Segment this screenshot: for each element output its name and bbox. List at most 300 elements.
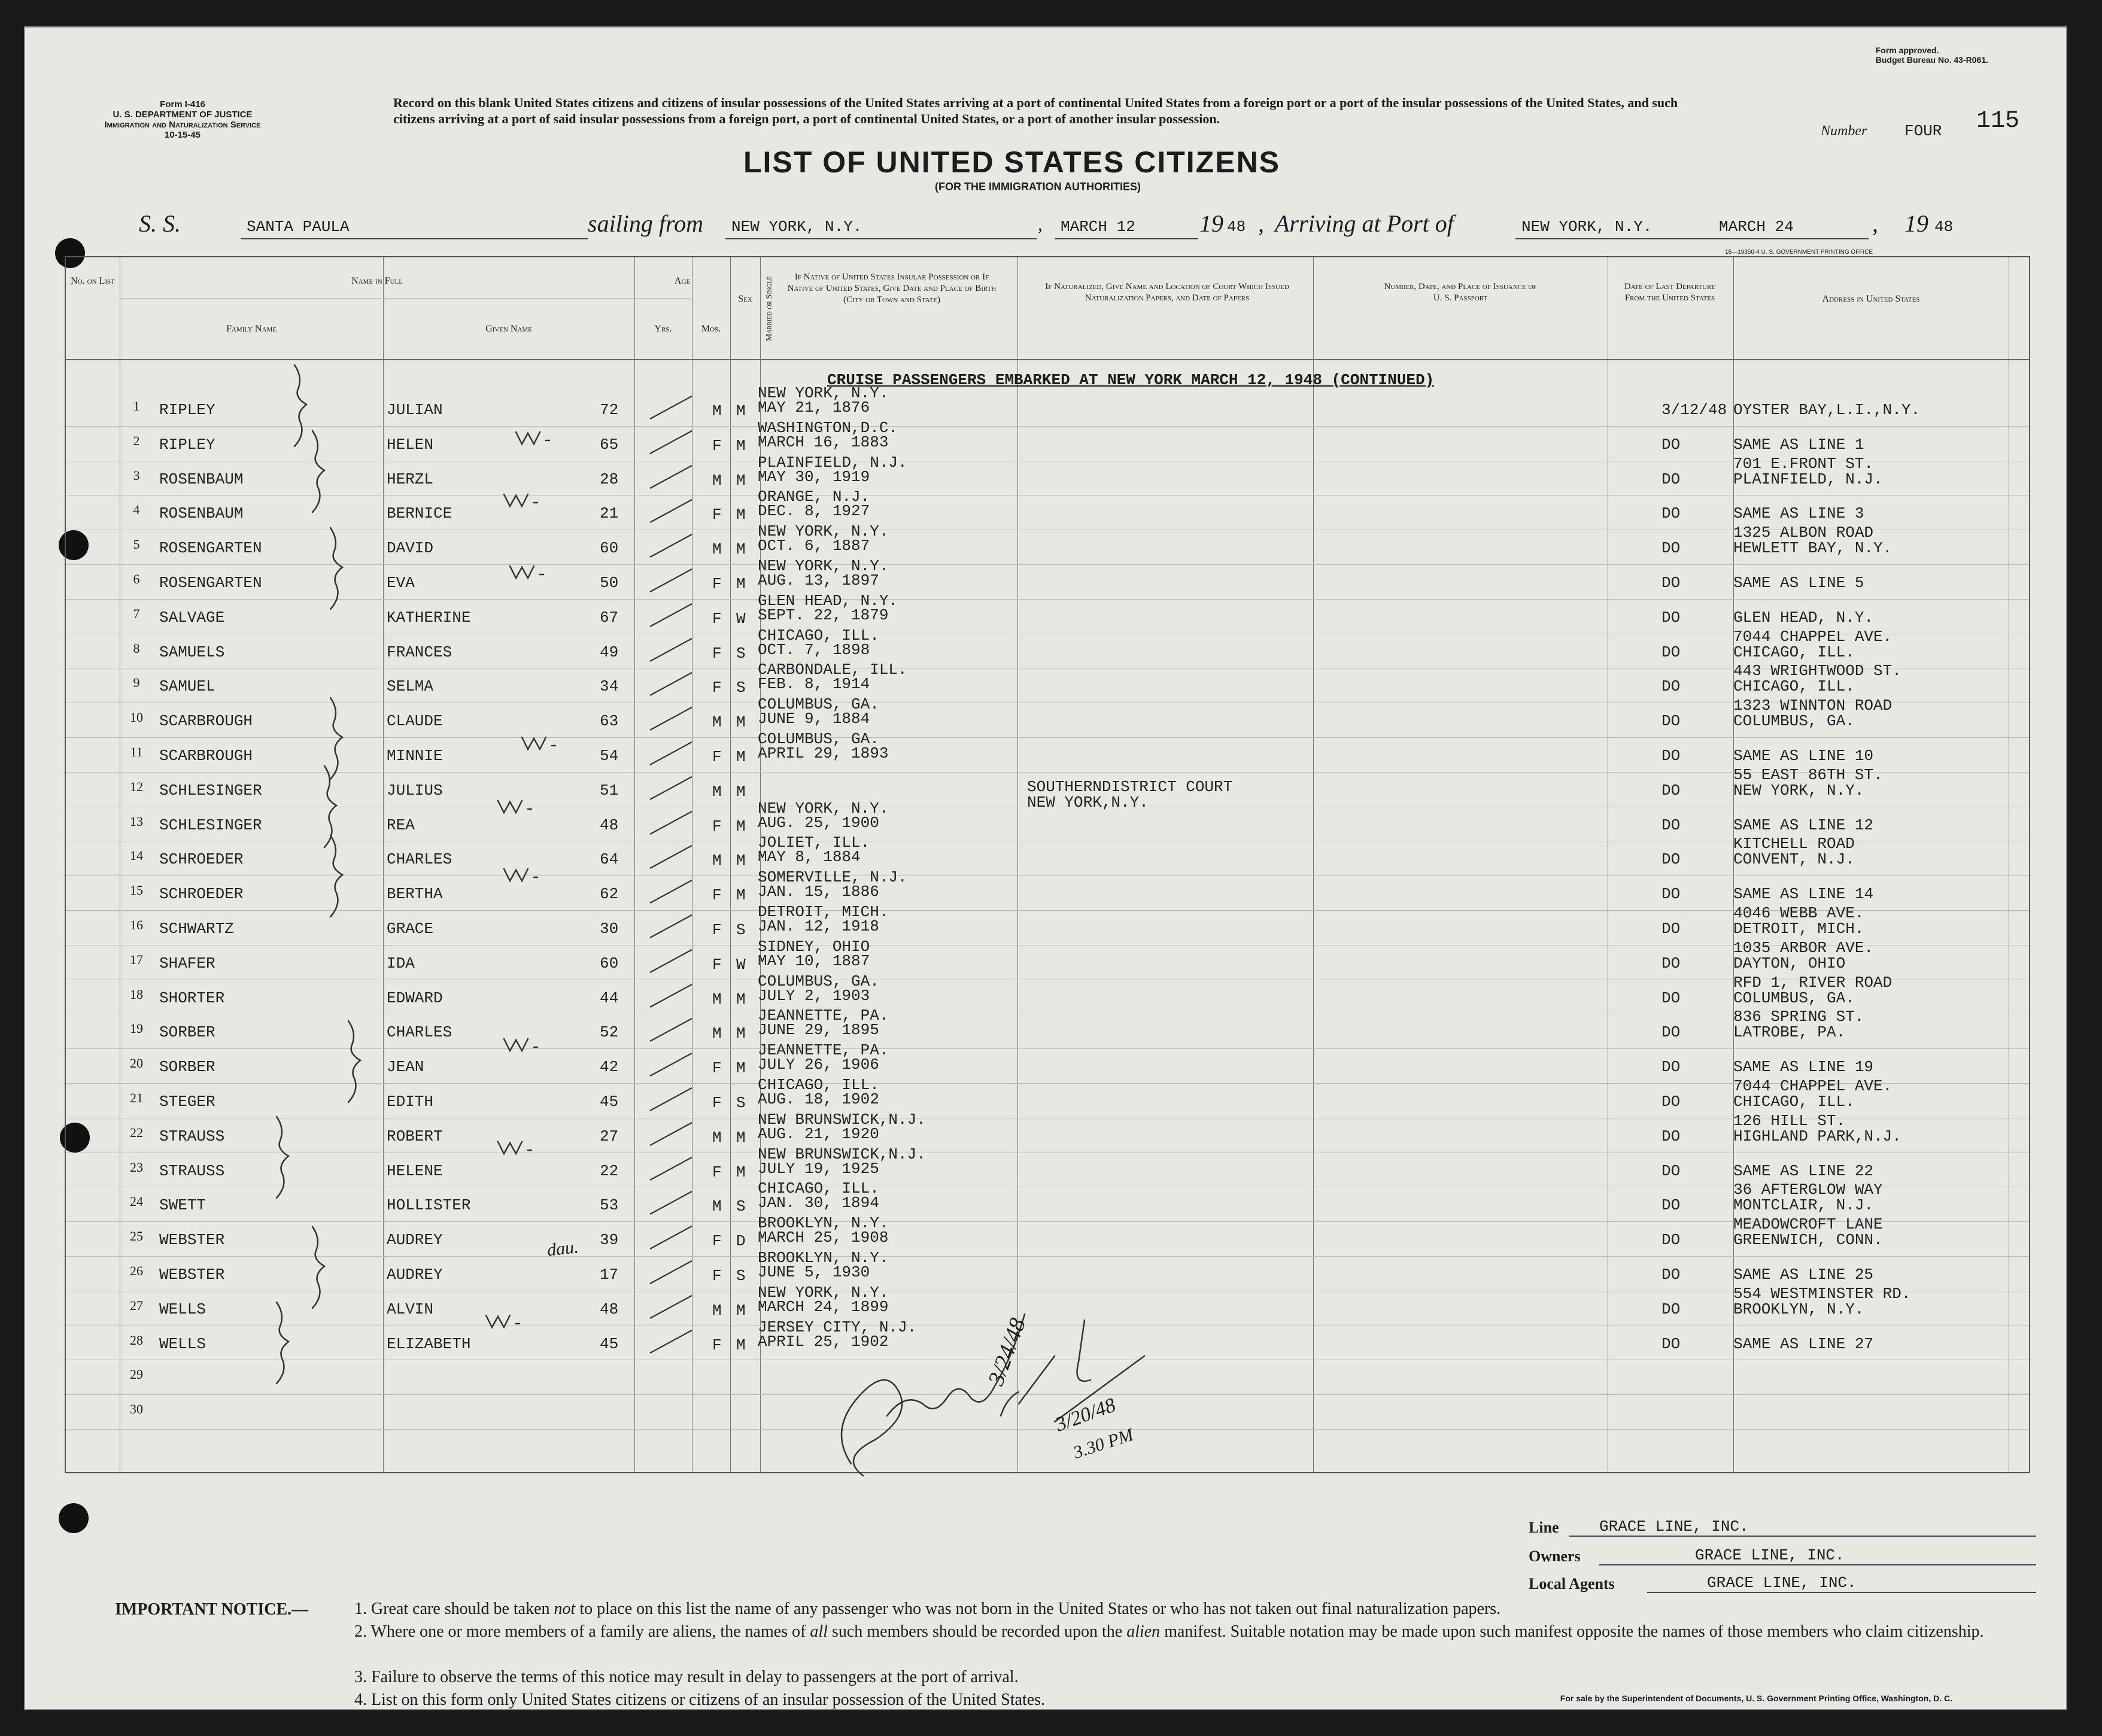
departure-date: DO <box>1661 954 1681 972</box>
row-number: 24 <box>130 1194 143 1209</box>
sex: M <box>712 852 722 870</box>
birth-date: FEB. 8, 1914 <box>758 675 870 694</box>
row-number: 29 <box>130 1367 143 1382</box>
row-number: 25 <box>130 1229 143 1244</box>
row-number: 3 <box>133 467 140 483</box>
address-line-1: SAME AS LINE 27 <box>1733 1334 1874 1353</box>
family-name: WEBSTER <box>159 1231 225 1249</box>
age-years: 42 <box>600 1058 619 1077</box>
age-years: 44 <box>600 989 619 1007</box>
departure-date: DO <box>1661 816 1681 834</box>
handwritten-marks <box>25 28 2066 1709</box>
given-name: JULIAN <box>387 401 443 419</box>
birth-place: JEANNETTE, PA. <box>758 1007 889 1025</box>
row-number: 2 <box>133 433 140 448</box>
row-number: 22 <box>130 1124 143 1140</box>
sex: F <box>712 921 722 939</box>
family-name: WEBSTER <box>159 1266 225 1284</box>
sex: F <box>712 955 722 974</box>
sex: F <box>712 506 722 524</box>
departure-date: DO <box>1661 608 1681 627</box>
address-line-2: DETROIT, MICH. <box>1733 920 1864 938</box>
printer-note: For sale by the Superintendent of Documents, U. S. Government Printing Office, Washington, D. C. <box>1560 1694 1952 1703</box>
departure-port: NEW YORK, N.Y. <box>731 218 862 236</box>
family-name: SCHLESINGER <box>159 816 262 834</box>
family-name: WELLS <box>159 1300 206 1318</box>
row-number: 15 <box>130 883 143 898</box>
family-name: SAMUEL <box>159 677 215 696</box>
birth-date: MAY 21, 1876 <box>758 399 870 416</box>
family-name: SWETT <box>159 1196 206 1215</box>
departure-date: DO <box>1661 677 1681 696</box>
birth-date: JAN. 30, 1894 <box>758 1194 879 1212</box>
birth-date: AUG. 25, 1900 <box>758 813 879 832</box>
gpo-code: 16—19350-4 U. S. GOVERNMENT PRINTING OFFICE <box>1725 249 1873 256</box>
list-number: FOUR <box>1904 122 1942 140</box>
handwritten-time-2: 3.30 PM <box>1071 1424 1136 1463</box>
address-line-1: SAME AS LINE 22 <box>1733 1162 1874 1180</box>
marital-status: M <box>736 782 746 801</box>
address-line-1: SAME AS LINE 5 <box>1733 574 1864 592</box>
family-name: ROSENBAUM <box>159 504 244 523</box>
age-years: 49 <box>600 643 619 661</box>
given-name: REA <box>387 816 415 834</box>
sex: F <box>712 1163 722 1181</box>
address-line-1: GLEN HEAD, N.Y. <box>1733 608 1874 627</box>
page-number: 115 <box>1976 108 2020 135</box>
given-name: AUDREY <box>387 1231 443 1249</box>
age-years: 22 <box>600 1162 619 1180</box>
address-line-2: HEWLETT BAY, N.Y. <box>1733 539 1893 558</box>
given-name: HELENE <box>387 1162 443 1180</box>
owners-label: Owners <box>1529 1547 1581 1565</box>
sex: F <box>712 748 722 766</box>
age-years: 72 <box>600 401 619 419</box>
sex: F <box>712 436 722 455</box>
age-years: 65 <box>600 435 619 454</box>
family-name: ROSENBAUM <box>159 470 244 488</box>
family-name: ROSENGARTEN <box>159 574 262 592</box>
departure-date: DO <box>1661 989 1681 1007</box>
marital-status: S <box>736 1267 746 1285</box>
age-years: 64 <box>600 850 619 869</box>
marital-status: S <box>736 1094 746 1112</box>
departure-date: DO <box>1661 1162 1681 1180</box>
address-line-2: CHICAGO, ILL. <box>1733 643 1855 661</box>
birth-place: NEW YORK, N.Y. <box>758 557 889 575</box>
marital-status: W <box>736 955 746 974</box>
family-name: WELLS <box>159 1334 206 1353</box>
row-number: 14 <box>130 848 143 864</box>
address-line-2: CHICAGO, ILL. <box>1733 1093 1855 1111</box>
age-years: 28 <box>600 470 619 488</box>
handwritten-dau: dau. <box>546 1237 580 1260</box>
arriving-label: Arriving at Port of <box>1275 210 1454 237</box>
address-line-1: 443 WRIGHTWOOD ST. <box>1733 662 1901 680</box>
address-line-1: MEADOWCROFT LANE <box>1733 1215 1883 1234</box>
birth-date: DEC. 8, 1927 <box>758 502 870 521</box>
given-name: BERNICE <box>387 504 452 523</box>
birth-place: NEW YORK, N.Y. <box>758 799 889 817</box>
given-name: ROBERT <box>387 1127 443 1145</box>
address-line-2: COLUMBUS, GA. <box>1733 712 1855 731</box>
notice-title: IMPORTANT NOTICE.— <box>115 1600 309 1619</box>
birth-place: NEW BRUNSWICK,N.J. <box>758 1110 926 1129</box>
sex: M <box>712 1024 722 1043</box>
address-line-2: GREENWICH, CONN. <box>1733 1231 1883 1249</box>
birth-date: JAN. 12, 1918 <box>758 917 879 935</box>
departure-date: DO <box>1661 1058 1681 1077</box>
given-name: JEAN <box>387 1058 424 1077</box>
sex: M <box>712 1128 722 1147</box>
sex: F <box>712 1059 722 1078</box>
marital-status: M <box>736 748 746 766</box>
marital-status: W <box>736 609 746 628</box>
age-years: 27 <box>600 1127 619 1145</box>
approval-line: Form approved. <box>1875 45 1939 55</box>
row-number: 4 <box>133 502 140 518</box>
sex: F <box>712 817 722 835</box>
age-years: 60 <box>600 954 619 972</box>
age-years: 62 <box>600 885 619 904</box>
address-line-2: LATROBE, PA. <box>1733 1023 1846 1042</box>
sailing-date: MARCH 12 <box>1061 218 1135 236</box>
record-notice: Record on this blank United States citizens and citizens of insular possessions of the United States arriving at a port of continental United States from a foreign port or a port of the insular possessions of the United States, and such citizens arriving at a port of said insular possessions from a foreign port, a port of continental United States, or a port of another insular possession. <box>393 95 1678 126</box>
departure-date: DO <box>1661 747 1681 765</box>
row-number: 5 <box>133 537 140 552</box>
row-number: 7 <box>133 606 140 621</box>
given-name: KATHERINE <box>387 608 471 627</box>
departure-date: DO <box>1661 1300 1681 1318</box>
departure-date: DO <box>1661 1093 1681 1111</box>
birth-date: JUNE 5, 1930 <box>758 1263 870 1281</box>
col-age: Age <box>674 276 691 286</box>
page-subtitle: (FOR THE IMMIGRATION AUTHORITIES) <box>935 181 1141 193</box>
birth-date: MARCH 24, 1899 <box>758 1297 889 1316</box>
year-prefix: 19 <box>1199 210 1223 237</box>
row-number: 23 <box>130 1159 143 1175</box>
birth-place: JEANNETTE, PA. <box>758 1041 889 1060</box>
marital-status: S <box>736 921 746 939</box>
age-years: 39 <box>600 1231 619 1249</box>
ship-name: SANTA PAULA <box>247 218 350 236</box>
address-line-1: SAME AS LINE 14 <box>1733 885 1874 904</box>
row-number: 30 <box>130 1401 143 1417</box>
age-years: 17 <box>600 1266 619 1284</box>
departure-date: DO <box>1661 781 1681 799</box>
age-years: 45 <box>600 1334 619 1353</box>
given-name: AUDREY <box>387 1266 443 1284</box>
sex: F <box>712 575 722 593</box>
row-number: 19 <box>130 1021 143 1036</box>
birth-place: NEW BRUNSWICK,N.J. <box>758 1145 926 1163</box>
address-line-2: CONVENT, N.J. <box>1733 850 1855 869</box>
birth-place: COLUMBUS, GA. <box>758 730 879 748</box>
address-line-2: PLAINFIELD, N.J. <box>1733 470 1883 488</box>
family-name: RIPLEY <box>159 435 215 454</box>
sex: M <box>712 402 722 420</box>
col-married-single: Married or Single <box>765 276 774 341</box>
departure-date: DO <box>1661 574 1681 592</box>
age-years: 63 <box>600 712 619 731</box>
agents-value: GRACE LINE, INC. <box>1707 1574 1857 1592</box>
birth-place: CARBONDALE, ILL. <box>758 661 907 679</box>
row-number: 6 <box>133 571 140 586</box>
given-name: SELMA <box>387 677 434 696</box>
address-line-1: SAME AS LINE 3 <box>1733 504 1864 523</box>
given-name: BERTHA <box>387 885 443 904</box>
sex: F <box>712 1232 722 1251</box>
col-name-in-full: Name in Full <box>351 276 403 286</box>
age-years: 53 <box>600 1196 619 1215</box>
birth-date: MAY 8, 1884 <box>758 848 861 867</box>
notice-item-4: 4. List on this form only United States citizens or citizens of an insular possession of the United States. <box>354 1691 1046 1709</box>
birth-place: NEW YORK, N.Y. <box>758 1283 889 1302</box>
marital-status: M <box>736 713 746 732</box>
sex: F <box>712 1267 722 1285</box>
marital-status: M <box>736 1059 746 1078</box>
address-line-1: SAME AS LINE 1 <box>1733 435 1864 454</box>
age-years: 34 <box>600 677 619 696</box>
row-number: 10 <box>130 710 143 725</box>
row-number: 1 <box>133 399 140 414</box>
departure-date: DO <box>1661 504 1681 523</box>
handwritten-date: 3/24/48 <box>983 1315 1031 1389</box>
given-name: CHARLES <box>387 1023 452 1042</box>
manifest-sheet: Form I-416 U. S. DEPARTMENT OF JUSTICE Immigration and Naturalization Service 10-15-45 Form approved. Budget Bureau No. 43-R061. Record on this blank United States citizens and citizens of insular possessions of the United States arriving at a port of continental United States from a foreign port or a port of the insular possessions of the United States, and such citizens arriving at a port of said insular possessions from a foreign port, a port of continental United States, or a port of another insular possession. Number FOUR 115 LIST OF UNITED STATES CITIZENS (FOR THE IMMIGRATION AUTHORITIES) S. S. SANTA PAULA sailing from NEW YORK, N.Y. , MARCH 12 19 48 , Arriving at Port of NEW YORK, N.Y. MARCH 24 , 19 48 16—19350-4 U. S. GOVERNMENT PRINTING OFFICE No. on List Name in Full Family Name Given Name Age Yrs. Mos. Sex Married or Single If Native of United States Insular Possession or If Native of United States, Give Date and Place of Birth (City or Town and State) If Naturalized, Give Name and Location of Court Which Issued Naturalization Papers, and Date of Papers Number, Date, and Place of Issuance of U. S. Passport Date of Last Departure From the United States Address in United States CRUISE PASSENGERS EMBARKED AT NEW YORK MARCH 12, 1948 (CONTINUED) 1 RIPLEY JULIAN 72 M M NEW YORK, N.Y. MAY 21, 1876 3/12/48 OYSTER BAY,L.I.,N.Y. 2 RIPLEY HELEN 65 F M WASHINGTON,D.C. MARCH 16, 1883 DO SAME AS LINE 1 3 ROSENBAUM HERZL 28 M M PLAINFIELD, N.J. MAY 30, 1919 DO 701 E.FRONT ST. PLAINFIELD, N.J. 4 ROSENBAUM BERNICE 21 F M ORANGE, N.J. DEC. 8, 1927 DO SAME AS LINE 3 5 ROSENGARTEN DAVID 60 M M NEW YORK, N.Y. OCT. 6, 1887 DO 1325 ALBON ROAD HEWLETT BAY, N.Y. 6 ROSENGARTEN EVA 50 F M NEW YORK, N.Y. AUG. 13, 1897 DO SAME AS LINE 5 7 SALVAGE KATHERINE 67 F W GLEN HEAD, N.Y. SEPT. 22, 1879 DO GLEN HEAD, N.Y. 8 SAMUELS FRANCES 49 F S CHICAGO, ILL. OCT. 7, 1898 DO 7044 CHAPPEL AVE. CHICAGO, ILL. 9 SAMUEL SELMA 34 F S CARBONDALE, ILL. FEB. 8, 1914 DO 443 WRIGHTWOOD ST. CHICAGO, ILL. 10 SCARBROUGH CLAUDE 63 M M COLUMBUS, GA. JUNE 9, 1884 DO 1323 WINNTON ROAD COLUMBUS, GA. 11 SCARBROUGH MINNIE 54 F M COLUMBUS, GA. APRIL 29, 1893 DO SAME AS LINE 10 12 SCHLESINGER JULIUS 51 M M DO 55 EAST 86TH ST. NEW YORK, N.Y. 13 SCHLESINGER REA 48 F M NEW YORK, N.Y. AUG. 25, 1900 DO SAME AS LINE 12 14 SCHROEDER CHARLES 64 M M JOLIET, ILL. MAY 8, 1884 DO KITCHELL ROAD CONVENT, N.J. 15 SCHROEDER BERTHA 62 F M SOMERVILLE, N.J. JAN. 15, 1886 DO SAME AS LINE 14 16 SCHWARTZ GRACE 30 F S DETROIT, MICH. JAN. 12, 1918 DO 4046 WEBB AVE. DETROIT, MICH. 17 SHAFER IDA 60 F W SIDNEY, OHIO MAY 10, 1887 DO 1035 ARBOR AVE. DAYTON, OHIO 18 SHORTER EDWARD 44 M M COLUMBUS, GA. JULY 2, 1903 DO RFD 1, RIVER ROAD COLUMBUS, GA. 19 SORBER CHARLES 52 M M JEANNETTE, PA. JUNE 29, 1895 DO 836 SPRING ST. LATROBE, PA. 20 SORBER JEAN 42 F M JEANNETTE, PA. JULY 26, 1906 DO SAME AS LINE 19 21 STEGER EDITH 45 F S CHICAGO, ILL. AUG. 18, 1902 DO 7044 CHAPPEL AVE. CHICAGO, ILL. 22 STRAUSS ROBERT 27 M M NEW BRUNSWICK,N.J. AUG. 21, 1920 DO 126 HILL ST. HIGHLAND PARK,N.J. 23 STRAUSS HELENE 22 F M NEW BRUNSWICK,N.J. JULY 19, 1925 DO SAME AS LINE 22 24 SWETT HOLLISTER 53 M S CHICAGO, ILL. JAN. 30, 1894 DO 36 AFTERGLOW WAY MONTCLAIR, N.J. 25 WEBSTER AUDREY 39 F D BROOKLYN, N.Y. MARCH 25, 1908 DO MEADOWCROFT LANE GREENWICH, CONN. 26 WEBSTER AUDREY 17 F S BROOKLYN, N.Y. JUNE 5, 1930 DO SAME AS LINE 25 27 WELLS ALVIN 48 M M NEW YORK, N.Y. MARCH 24, 1899 DO 554 WESTMINSTER RD. BROOKLYN, N.Y. 28 WELLS ELIZABETH 45 F M JERSEY CITY, N.J. APRIL 25, 1902 DO SAME AS LINE 27 29 30 SOUTHERNDISTRICT COURT NEW YORK,N.Y. dau. 3/24/48 3/20/48 3.30 PM Line GRACE LINE, INC. Owners GRACE LINE, INC. Local Agents GRACE LINE, INC. IMPORTANT NOTICE.— 1. Great care should be taken not to place on this list the name of any passenger who was not born in the United States or who has not taken out final naturalization papers. 2. Where one or more members of a family are aliens, the names of all such members should be recorded upon the alien manifest. Suitable notation may be made upon such manifest opposite the names of those members who claim citizenship. 3. Failure to observe the terms of this notice may result in delay to passengers at the port of arrival. 4. List on this form only United States citizens or citizens of an insular possession of the United States. For sale by the Superintendent of Documents, U. S. Government Printing Office, Washington, D. C. <box>24 26 2067 1710</box>
departure-date: DO <box>1661 539 1681 558</box>
form-number: Form I-416 <box>160 99 205 110</box>
age-years: 54 <box>600 747 619 765</box>
col-address: Address in United States <box>1822 294 1920 304</box>
birth-date: APRIL 29, 1893 <box>758 744 889 762</box>
birth-date: MAY 10, 1887 <box>758 951 870 970</box>
age-years: 50 <box>600 574 619 592</box>
birth-date: JULY 2, 1903 <box>758 986 870 1005</box>
row-number: 12 <box>130 779 143 794</box>
marital-status: S <box>736 679 746 697</box>
row-number: 8 <box>133 640 140 656</box>
page-title: LIST OF UNITED STATES CITIZENS <box>743 145 1281 179</box>
address-line-2: MONTCLAIR, N.J. <box>1733 1196 1874 1215</box>
birth-date: AUG. 18, 1902 <box>758 1090 879 1108</box>
departure-date: DO <box>1661 1231 1681 1249</box>
sailing-year: 48 <box>1227 218 1246 236</box>
address-line-1: 4046 WEBB AVE. <box>1733 904 1864 922</box>
col-given-name: Given Name <box>485 324 532 334</box>
address-line-1: 836 SPRING ST. <box>1733 1008 1864 1026</box>
departure-date: DO <box>1661 920 1681 938</box>
age-years: 52 <box>600 1023 619 1042</box>
col-departure: Date of Last Departure From the United States <box>1624 282 1716 303</box>
birth-place: PLAINFIELD, N.J. <box>758 453 907 472</box>
row-number: 20 <box>130 1056 143 1071</box>
marital-status: M <box>736 506 746 524</box>
marital-status: M <box>736 1024 746 1043</box>
age-years: 60 <box>600 539 619 558</box>
birth-place: BROOKLYN, N.Y. <box>758 1249 889 1267</box>
family-name: SCHWARTZ <box>159 920 234 938</box>
row-number: 21 <box>130 1090 143 1105</box>
birth-place: CHICAGO, ILL. <box>758 1076 879 1094</box>
row-number: 16 <box>130 917 143 932</box>
sex: M <box>712 713 722 732</box>
notice-item-3: 3. Failure to observe the terms of this notice may result in delay to passengers at the port of arrival. <box>354 1668 1019 1686</box>
family-name: STRAUSS <box>159 1127 225 1145</box>
sex: M <box>712 471 722 490</box>
age-years: 30 <box>600 920 619 938</box>
section-title: CRUISE PASSENGERS EMBARKED AT NEW YORK MARCH 12, 1948 (CONTINUED) <box>827 371 1435 389</box>
address-line-1: 701 E.FRONT ST. <box>1733 454 1874 473</box>
birth-date: MARCH 25, 1908 <box>758 1229 889 1247</box>
agents-label: Local Agents <box>1529 1575 1615 1592</box>
col-sex: Sex <box>738 294 752 304</box>
birth-place: JOLIET, ILL. <box>758 834 870 852</box>
marital-status: M <box>736 402 746 420</box>
marital-status: M <box>736 1336 746 1354</box>
row-number: 28 <box>130 1332 143 1348</box>
form-date: 10-15-45 <box>164 130 201 140</box>
col-family-name: Family Name <box>226 324 277 334</box>
handwritten-time-1: 3/20/48 <box>1052 1394 1119 1436</box>
birth-place: CHICAGO, ILL. <box>758 1179 879 1198</box>
naturalization-location: NEW YORK,N.Y. <box>1027 793 1149 811</box>
birth-place: COLUMBUS, GA. <box>758 695 879 714</box>
row-number: 18 <box>130 986 143 1002</box>
budget-bureau-line: Budget Bureau No. 43-R061. <box>1875 55 1988 65</box>
col-years: Yrs. <box>654 324 672 334</box>
given-name: GRACE <box>387 920 434 938</box>
given-name: ELIZABETH <box>387 1334 471 1353</box>
address-line-1: 1035 ARBOR AVE. <box>1733 938 1874 957</box>
sex: M <box>712 540 722 559</box>
birth-date: JULY 26, 1906 <box>758 1056 879 1074</box>
address-line-2: DAYTON, OHIO <box>1733 954 1846 972</box>
birth-place: JERSEY CITY, N.J. <box>758 1318 917 1336</box>
family-name: SHAFER <box>159 954 215 972</box>
address-line-1: 1325 ALBON ROAD <box>1733 524 1874 542</box>
family-name: SCHLESINGER <box>159 781 262 799</box>
arrival-port: NEW YORK, N.Y. <box>1521 218 1653 236</box>
row-number: 27 <box>130 1297 143 1313</box>
family-name: SHORTER <box>159 989 225 1007</box>
col-months: Mos. <box>701 324 721 334</box>
family-name: SORBER <box>159 1023 215 1042</box>
departure-date: DO <box>1661 885 1681 904</box>
family-name: SCARBROUGH <box>159 747 253 765</box>
sex: F <box>712 1094 722 1112</box>
arrival-year: 48 <box>1934 218 1954 236</box>
notice-item-2: 2. Where one or more members of a family are aliens, the names of all such members should be recorded upon the alien manifest. Suitable notation may be made upon such manifest opposite the names of those members who claim citizenship. <box>354 1622 1984 1641</box>
sex: F <box>712 644 722 662</box>
address-line-1: 36 AFTERGLOW WAY <box>1733 1181 1883 1199</box>
given-name: CHARLES <box>387 850 452 869</box>
departure-date: DO <box>1661 1023 1681 1042</box>
row-number: 26 <box>130 1263 143 1278</box>
birth-date: AUG. 13, 1897 <box>758 571 879 589</box>
address-line-1: SAME AS LINE 10 <box>1733 747 1874 765</box>
departure-date: DO <box>1661 1266 1681 1284</box>
col-passport: Number, Date, and Place of Issuance of U. S. Passport <box>1384 282 1537 303</box>
marital-status: M <box>736 1163 746 1181</box>
given-name: IDA <box>387 954 415 972</box>
row-number: 11 <box>130 744 143 759</box>
line-label: Line <box>1529 1519 1559 1536</box>
given-name: MINNIE <box>387 747 443 765</box>
arrival-date: MARCH 24 <box>1719 218 1794 236</box>
birth-date: JUNE 9, 1884 <box>758 710 870 728</box>
family-name: RIPLEY <box>159 401 215 419</box>
sailing-label: sailing from <box>588 210 703 237</box>
given-name: FRANCES <box>387 643 452 661</box>
birth-place: BROOKLYN, N.Y. <box>758 1214 889 1233</box>
given-name: DAVID <box>387 539 434 558</box>
address-line-1: 7044 CHAPPEL AVE. <box>1733 1077 1893 1095</box>
address-line-1: 7044 CHAPPEL AVE. <box>1733 627 1893 646</box>
family-name: STEGER <box>159 1093 215 1111</box>
marital-status: S <box>736 1197 746 1216</box>
birth-place: SIDNEY, OHIO <box>758 937 870 956</box>
sex: F <box>712 1336 722 1354</box>
birth-place: DETROIT, MICH. <box>758 903 889 921</box>
number-label: Number <box>1821 123 1867 139</box>
address-line-1: SAME AS LINE 19 <box>1733 1058 1874 1077</box>
given-name: EDWARD <box>387 989 443 1007</box>
sex: M <box>712 990 722 1008</box>
birth-date: JAN. 15, 1886 <box>758 883 879 901</box>
address-line-1: OYSTER BAY,L.I.,N.Y. <box>1733 401 1921 419</box>
birth-date: MARCH 16, 1883 <box>758 433 889 451</box>
address-line-1: KITCHELL ROAD <box>1733 835 1855 853</box>
address-line-2: COLUMBUS, GA. <box>1733 989 1855 1007</box>
sex: M <box>712 782 722 801</box>
given-name: JULIUS <box>387 781 443 799</box>
birth-place: NEW YORK, N.Y. <box>758 522 889 541</box>
marital-status: M <box>736 575 746 593</box>
sex: F <box>712 679 722 697</box>
sex: F <box>712 609 722 628</box>
birth-date: JUNE 29, 1895 <box>758 1021 879 1039</box>
sex: M <box>712 1197 722 1216</box>
marital-status: M <box>736 436 746 455</box>
age-years: 48 <box>600 816 619 834</box>
address-line-1: 55 EAST 86TH ST. <box>1733 765 1883 784</box>
birth-date: OCT. 6, 1887 <box>758 537 870 555</box>
given-name: EDITH <box>387 1093 434 1111</box>
age-years: 21 <box>600 504 619 523</box>
birth-date: SEPT. 22, 1879 <box>758 606 889 624</box>
row-number: 17 <box>130 951 143 967</box>
family-name: SAMUELS <box>159 643 225 661</box>
given-name: HOLLISTER <box>387 1196 471 1215</box>
departure-date: DO <box>1661 850 1681 869</box>
ss-label: S. S. <box>139 210 181 237</box>
departure-date: DO <box>1661 1127 1681 1145</box>
address-line-1: SAME AS LINE 25 <box>1733 1266 1874 1284</box>
departure-date: DO <box>1661 470 1681 488</box>
notice-item-1: 1. Great care should be taken not to place on this list the name of any passenger who was not born in the United States or who has not taken out final naturalization papers. <box>354 1600 1501 1618</box>
marital-status: D <box>736 1232 746 1251</box>
birth-place: ORANGE, N.J. <box>758 488 870 506</box>
departure-date: DO <box>1661 1334 1681 1353</box>
marital-status: M <box>736 886 746 905</box>
age-years: 67 <box>600 608 619 627</box>
birth-date: MAY 30, 1919 <box>758 467 870 486</box>
address-line-1: 1323 WINNTON ROAD <box>1733 697 1893 715</box>
age-years: 51 <box>600 781 619 799</box>
marital-status: M <box>736 817 746 835</box>
given-name: HELEN <box>387 435 434 454</box>
